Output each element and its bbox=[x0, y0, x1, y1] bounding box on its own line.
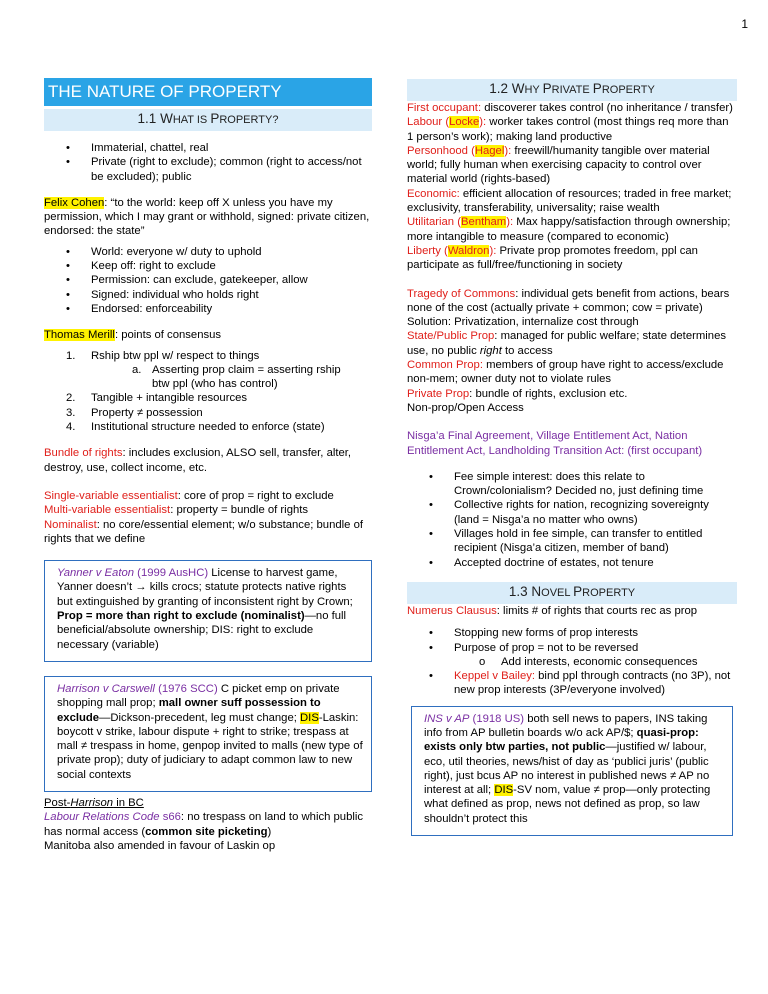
page-number: 1 bbox=[741, 17, 748, 31]
property-types-list bbox=[44, 141, 372, 184]
case-name: INS v AP bbox=[424, 712, 470, 725]
numerus-paragraph: Numerus Clausus: limits # of rights that courts rec as prop bbox=[407, 604, 698, 617]
nisga-list bbox=[407, 470, 737, 570]
case-name: Harrison v Carswell bbox=[57, 682, 155, 695]
theory-first-occupant: First occupant: discoverer takes control (no inheritance / transfer) bbox=[407, 102, 733, 114]
merill-list-cont bbox=[44, 391, 372, 434]
theory-economic: Economic: efficient allocation of resources; traded in free market; exclusivity, transferability, universality; raise wealth bbox=[407, 187, 732, 215]
case-box-harrison: Harrison v Carswell (1976 SCC) C picket emp on private shopping mall prop; mall owner suff possession to exclude—Dickson-precedent, leg must change; DIS-Laskin: boycott v strike, labour dispute + right to strike; trespass at mall ≠ trespass in home, genpop invited to malls (new type of private prop); duty of judiciary to adapt common law to new social contexts bbox=[44, 676, 372, 792]
private-prop-paragraph: Private Prop: bundle of rights, exclusion etc. bbox=[407, 387, 628, 400]
theory-labour: Labour (Locke): worker takes control (most things req more than 1 person’s work); making land productive bbox=[407, 116, 729, 143]
list-item: • Purpose of prop = not to be reversed bbox=[407, 641, 737, 655]
case-name: Yanner v Eaton bbox=[57, 567, 135, 580]
tragedy-paragraph: Tragedy of Commons: individual gets benefit from actions, bears none of the cost (actually private + common; cow = private) bbox=[407, 287, 730, 314]
list-item: • Endorsed: enforceability bbox=[44, 302, 372, 316]
list-item: • Permission: can exclude, gatekeeper, allow bbox=[44, 273, 372, 287]
list-item: • Private (right to exclude); common (right to access/not be excluded); public bbox=[44, 155, 372, 184]
keppel-list bbox=[407, 669, 737, 698]
merill-paragraph: Thomas Merill: points of consensus bbox=[44, 329, 222, 342]
right-column bbox=[407, 78, 737, 836]
list-item: • World: everyone w/ duty to uphold bbox=[44, 245, 372, 259]
list-sub-item: o Add interests, economic consequences bbox=[407, 655, 737, 669]
list-item: 4. Institutional structure needed to enforce (state) bbox=[66, 421, 325, 434]
list-item: 1. Rship btw ppl w/ respect to things bbox=[66, 349, 260, 362]
section-heading-1-3: 1.3 NOVEL PROPERTY bbox=[407, 582, 737, 604]
dis-highlight: DIS bbox=[494, 784, 514, 797]
theory-line: Single-variable essentialist: core of prop = right to exclude bbox=[44, 489, 334, 502]
cohen-list bbox=[44, 245, 372, 316]
nonprop-line: Non-prop/Open Access bbox=[407, 401, 524, 414]
case-box-yanner: Yanner v Eaton (1999 AusHC) License to harvest game, Yanner doesn’t → kills crocs; statute protects native rights but extinguished by granting of inconsistent right by Crown; Prop = more than right to exclude (nominalist)—no full beneficial/absolute ownership; DIS: right to exclude necessary (variable) bbox=[44, 560, 372, 662]
section-heading-1-2: 1.2 WHY PRIVATE PROPERTY bbox=[407, 79, 737, 101]
list-item: • Keppel v Bailey: bind ppl through contracts (no 3P), not new prop interests (3P/everyone involved) bbox=[407, 669, 737, 698]
list-item: • Fee simple interest: does this relate to Crown/colonialism? Decided no, just defining time bbox=[407, 470, 737, 499]
list-item: 2. Tangible + intangible resources bbox=[66, 392, 248, 405]
theory-line: Nominalist: no core/essential element; w/o substance; bundle of rights that we define bbox=[44, 518, 364, 545]
post-harrison-heading: Post-Harrison in BC bbox=[44, 796, 144, 809]
list-item: • Villages hold in fee simple, can transfer to entitled recipient (Nisga’a citizen, member of band) bbox=[407, 527, 737, 556]
cohen-paragraph: Felix Cohen: “to the world: keep off X unless you have my permission, which I may grant or withhold, signed: private citizen, endorsed: the state” bbox=[44, 196, 370, 238]
list-sub-item: a. Asserting prop claim = asserting rship btw ppl (who has control) bbox=[132, 363, 341, 391]
solution-line: Solution: Privatization, internalize cost through bbox=[407, 316, 639, 329]
left-column bbox=[44, 78, 372, 853]
list-item: • Signed: individual who holds right bbox=[44, 288, 372, 302]
list-item: • Stopping new forms of prop interests bbox=[407, 626, 737, 640]
labour-code-paragraph: Labour Relations Code s66: no trespass on land to which public has normal access (common site picketing) bbox=[44, 811, 364, 838]
list-item: • Collective rights for nation, recognizing sovereignty (land = Nisga’a no matter who owns) bbox=[407, 498, 737, 527]
list-item: 3. Property ≠ possession bbox=[66, 406, 203, 419]
numerus-sub-list bbox=[407, 655, 737, 669]
theory-personhood: Personhood (Hagel): freewill/humanity tangible over material world; fully human when exercising capacity to control over material world (rights-based) bbox=[407, 144, 710, 186]
page-title: THE NATURE OF PROPERTY bbox=[44, 78, 372, 106]
state-prop-paragraph: State/Public Prop: managed for public welfare; state determines use, no public right to access bbox=[407, 330, 727, 357]
theory-utilitarian: Utilitarian (Bentham): Max happy/satisfaction through ownership; more intangible to measure (compared to economic) bbox=[407, 216, 731, 243]
theory-line: Multi-variable essentialist: property = bundle of rights bbox=[44, 504, 309, 517]
dis-highlight: DIS bbox=[300, 711, 319, 724]
common-prop-paragraph: Common Prop: members of group have right to access/exclude non-mem; owner duty not to violate rules bbox=[407, 359, 724, 386]
list-item: • Accepted doctrine of estates, not tenure bbox=[407, 556, 737, 570]
bundle-paragraph: Bundle of rights: includes exclusion, ALSO sell, transfer, alter, destroy, use, collect income, etc. bbox=[44, 447, 352, 474]
merill-list bbox=[44, 349, 372, 363]
section-heading-1-1: 1.1 WHAT IS PROPERTY? bbox=[44, 109, 372, 131]
list-item: • Keep off: right to exclude bbox=[44, 259, 372, 273]
author-highlight: Thomas Merill bbox=[44, 329, 115, 342]
case-box-ins: INS v AP (1918 US) both sell news to papers, INS taking info from AP bulletin boards w/o ack AP/$; quasi-prop: exists only btw parties, not public—justified w/ labour, eco, util theories, news/hist of day as ‘publici juris’ (public right), just bcus AP no interest in published news ≠ AP no interest at all; DIS-SV nom, value ≠ prop—only protecting what defined as prop, news not defined as prop, so law shouldn’t protect this bbox=[411, 706, 733, 836]
theory-liberty: Liberty (Waldron): Private prop promotes freedom, ppl can participate as full/free/functioning in society bbox=[407, 244, 698, 272]
list-item: • Immaterial, chattel, real bbox=[44, 141, 372, 155]
author-highlight: Felix Cohen bbox=[44, 196, 105, 209]
manitoba-line: Manitoba also amended in favour of Laskin op bbox=[44, 839, 276, 852]
numerus-list bbox=[407, 626, 737, 655]
nisga-heading: Nisga’a Final Agreement, Village Entitlement Act, Nation Entitlement Act, Landholding Transition Act: (first occupant) bbox=[407, 430, 703, 457]
